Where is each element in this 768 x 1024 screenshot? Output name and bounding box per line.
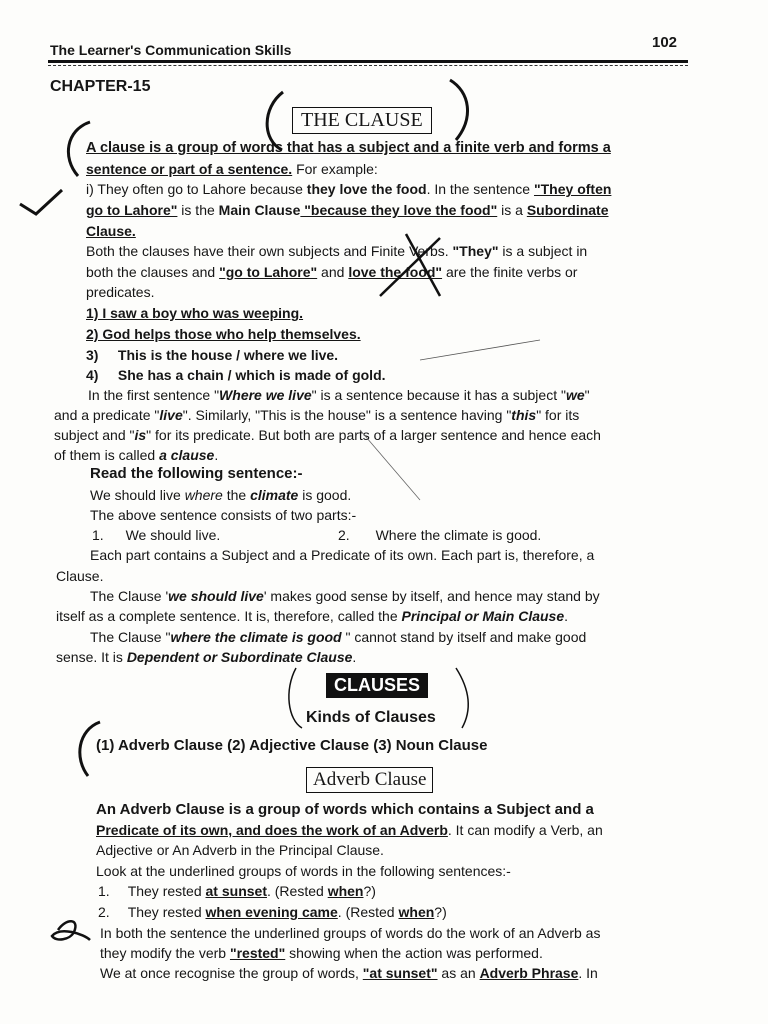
look-at-line: Look at the underlined groups of words in the following sentences:- [96,863,511,879]
both-b: "They" [452,243,499,259]
wao-c: as an [437,965,480,981]
both-a: Both the clauses have their own subjects and Finite Verbs. [86,243,453,259]
tick-mark [20,190,62,214]
r1-c: . (Rested [266,883,328,899]
part-1: We should live. [125,527,221,543]
scribble-mark [52,921,90,940]
prin-1c: ' makes good sense by itself, and hence may stand by [263,588,600,604]
each-part-1: Each part contains a Subject and a Predicate of its own. Each part is, therefore, a [90,547,595,563]
bracket-clauses-right [456,668,468,728]
page-number: 102 [652,34,678,51]
ib-2b: "rested" [229,945,286,961]
first-4b: a clause [159,447,215,463]
both-2b: "go to Lahore" [219,264,318,280]
r2-num: 2. [98,904,110,920]
bracket-clauses-left [289,668,302,728]
numbered-1: 1) I saw a boy who was weeping. [86,305,304,321]
dep-1c: " cannot stand by itself and make good [341,629,587,645]
ex1-d: "They often [533,181,612,197]
first-2e: " for its [536,407,580,423]
definition-rest: For example: [292,161,378,177]
prin-2b: Principal or Main Clause [401,608,565,624]
ex2-c: Main Clause [218,202,301,218]
ex1-b: they love the food [306,181,427,197]
first-2b: live [159,407,183,423]
first-2c: ". Similarly, "This is the house" is a sentence having " [182,407,512,423]
sent-b: where [184,487,223,503]
first-3c: " for its predicate. But both are parts of a larger sentence and hence each [146,427,601,443]
r1-e: ?) [363,883,376,899]
example-line-3: Clause. [86,223,136,239]
r1-num: 1. [98,883,110,899]
adverb-def-3: Adjective or An Adverb in the Principal Clause. [96,842,384,858]
r2-b: when evening came [205,904,338,920]
r1-a: They rested [127,883,206,899]
wao-a: We at once recognise the group of words, [100,965,363,981]
bracket-right-mark [450,80,467,140]
sent-c: the [222,487,251,503]
wao-e: . In [578,965,598,981]
bracket-kinds-mark [80,722,100,776]
book-title: The Learner's Communication Skills [50,42,292,58]
faint-line-1 [420,340,540,360]
ex2-f: Subordinate [526,202,609,218]
kinds-list: (1) Adverb Clause (2) Adjective Clause (3) Noun Clause [96,737,488,754]
definition-text-2: sentence or part of a sentence. [86,161,293,177]
ex2-d: "because they love the food" [300,202,498,218]
r2-d: when [398,904,435,920]
bracket-definition-mark [68,122,90,176]
each-part-2: Clause. [56,568,104,584]
first-1a: In the first sentence " [88,387,220,403]
ex1-c: . In the sentence [426,181,534,197]
ib-2c: showing when the action was performed. [285,945,543,961]
ex2-e: is a [497,202,527,218]
r1-b: at sunset [205,883,267,899]
cross-mark-2 [380,238,440,296]
ex2-b: is the [177,202,219,218]
dep-1b: where the climate is good [170,629,342,645]
adv-2a: Predicate of its own, and does the work of an Adverb [96,822,448,838]
dep-2c: . [352,649,357,665]
r2-a: They rested [127,904,206,920]
ib-2a: they modify the verb [100,945,230,961]
adverb-clause-box: Adverb Clause [306,767,433,793]
r1-d: when [327,883,364,899]
dep-2b: Dependent or Subordinate Clause [126,649,353,665]
part-1-num: 1. [92,527,104,543]
r2-e: ?) [434,904,447,920]
both-2d: love the food" [348,264,443,280]
first-2a: and a predicate " [54,407,160,423]
sent-a: We should live [90,487,185,503]
sent-d: climate [250,487,299,503]
definition-text-1: A clause is a group of words that has a subject and a finite verb and forms a [86,140,611,156]
first-1d: we [565,387,585,403]
wao-d: Adverb Phrase [479,965,579,981]
both-c: is a subject in [498,243,588,259]
first-3a: subject and " [54,427,135,443]
sent-e: is good. [298,487,352,503]
numbered-2: 2) God helps those who help themselves. [86,326,361,342]
dep-1a: The Clause " [90,629,171,645]
wao-b: "at sunset" [362,965,438,981]
adv-2b: . It can modify a Verb, an [447,822,603,838]
part-2: Where the climate is good. [375,527,542,543]
title-box: THE CLAUSE [292,107,432,134]
kinds-heading: Kinds of Clauses [306,709,436,726]
prin-2c: . [564,608,569,624]
adverb-def-1: An Adverb Clause is a group of words which contains a Subject and a [96,801,594,818]
first-1b: Where we live [219,387,312,403]
numbered-3: 3) This is the house / where we live. [86,347,339,363]
above-line: The above sentence consists of two parts:- [90,507,357,523]
first-1e: " [584,387,590,403]
both-2c: and [317,264,349,280]
first-4a: of them is called [54,447,160,463]
both-2a: both the clauses and [86,264,220,280]
prin-2a: itself as a complete sentence. It is, therefore, called the [56,608,402,624]
dep-2a: sense. It is [56,649,127,665]
ex2-a: go to Lahore" [86,202,178,218]
chapter-label: CHAPTER-15 [50,78,151,95]
prin-1b: we should live [168,588,264,604]
faint-line-2 [360,430,420,500]
bracket-left-mark [267,92,283,150]
prin-1a: The Clause ' [90,588,169,604]
ex1-a: i) They often go to Lahore because [86,181,307,197]
clauses-banner: CLAUSES [326,673,428,698]
read-heading: Read the following sentence:- [90,465,303,482]
first-2d: this [511,407,537,423]
numbered-4: 4) She has a chain / which is made of gold. [86,367,386,383]
r2-c: . (Rested [337,904,399,920]
first-3b: is [134,427,147,443]
part-2-num: 2. [338,527,350,543]
in-both-1: In both the sentence the underlined groups of words do the work of an Adverb as [100,925,601,941]
both-line-3: predicates. [86,284,155,300]
first-1c: " is a sentence because it has a subject " [311,387,566,403]
first-4c: . [214,447,219,463]
both-2e: are the finite verbs or [442,264,578,280]
